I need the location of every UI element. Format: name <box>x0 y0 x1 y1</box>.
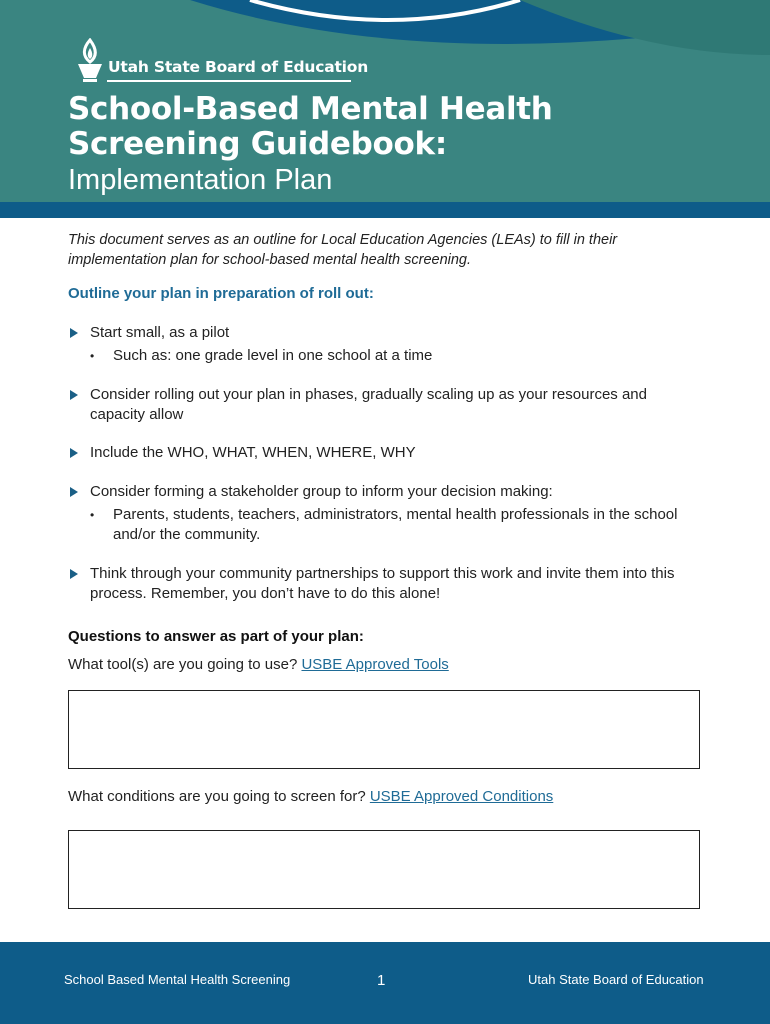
page-subtitle: Implementation Plan <box>68 164 333 196</box>
org-name: Utah State Board of Education <box>108 58 369 76</box>
title-line-2: Screening Guidebook: <box>68 126 447 162</box>
outline-heading: Outline your plan in preparation of roll out: <box>68 285 374 302</box>
page-number: 1 <box>377 972 386 989</box>
torch-icon <box>74 38 106 84</box>
dot-bullet-icon: • <box>90 508 95 522</box>
page-title <box>68 92 553 162</box>
tools-answer-box[interactable] <box>68 690 700 769</box>
questions-heading: Questions to answer as part of your plan: <box>68 628 364 645</box>
usbe-approved-conditions-link[interactable]: USBE Approved Conditions <box>369 788 554 805</box>
outline-item-text: Think through your community partnerships to support this work and invite them into this process. Remember, you don’t have to do this alone! <box>90 565 675 602</box>
intro-paragraph: This document serves as an outline for Local Education Agencies (LEAs) to fill in their implementation plan for school-based mental health screening. <box>68 232 618 268</box>
triangle-bullet-icon <box>70 569 78 579</box>
conditions-answer-box[interactable] <box>68 830 700 909</box>
question-1-prompt: What tool(s) are you going to use? <box>68 656 298 673</box>
triangle-bullet-icon <box>70 328 78 338</box>
question-2 <box>68 788 553 805</box>
outline-item-text: Start small, as a pilot <box>90 324 230 341</box>
question-2-prompt: What conditions are you going to screen for? <box>68 788 366 805</box>
page-header <box>0 0 770 218</box>
question-1 <box>68 656 449 673</box>
footer-org-name: Utah State Board of Education <box>528 972 704 987</box>
outline-item-text: Consider forming a stakeholder group to inform your decision making: <box>90 483 553 500</box>
footer-document-title: School Based Mental Health Screening <box>64 972 291 987</box>
page-footer <box>0 942 770 1024</box>
outline-subitem-text: Such as: one grade level in one school at a time <box>113 347 433 364</box>
outline-item-text: Include the WHO, WHAT, WHEN, WHERE, WHY <box>90 444 416 461</box>
dot-bullet-icon: • <box>90 349 95 363</box>
triangle-bullet-icon <box>70 487 78 497</box>
triangle-bullet-icon <box>70 448 78 458</box>
logo-underline <box>107 80 351 82</box>
outline-subitem-text: Parents, students, teachers, administrators, mental health professionals in the school and/or the community. <box>113 506 678 543</box>
title-line-1: School-Based Mental Health <box>68 91 553 127</box>
usbe-logo <box>74 38 369 84</box>
triangle-bullet-icon <box>70 390 78 400</box>
usbe-approved-tools-link[interactable]: USBE Approved Tools <box>301 656 449 673</box>
outline-item-text: Consider rolling out your plan in phases, gradually scaling up as your resources and capacity allow <box>90 386 647 423</box>
header-bottom-band <box>0 202 770 218</box>
